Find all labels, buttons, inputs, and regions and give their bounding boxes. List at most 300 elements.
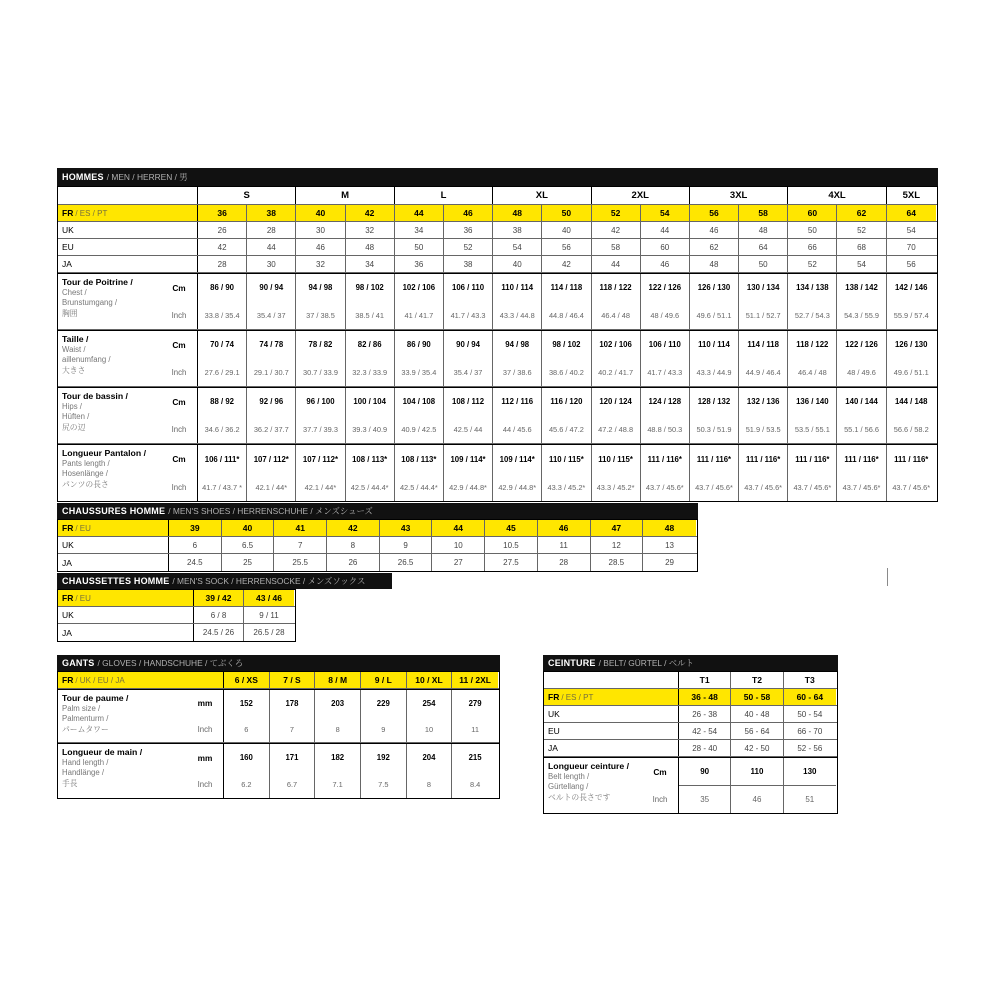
socks-row-JA xyxy=(58,624,295,641)
measure-value-cell xyxy=(641,331,690,386)
measure-value-cell-cm: 106 / 110 xyxy=(648,340,681,350)
glove-value-cell-inch: 8.4 xyxy=(469,780,481,789)
measure-value-cell xyxy=(641,388,690,443)
value-cell: 42 xyxy=(198,239,247,255)
measure-value-cell-cm: 142 / 146 xyxy=(894,283,928,293)
measure-value-cell xyxy=(296,445,345,501)
value-cell: 6 / 8 xyxy=(194,607,244,623)
measure-value-cell-inch: 46.4 / 48 xyxy=(797,367,827,377)
measure-value-cell-inch: 35.4 / 37 xyxy=(256,310,286,320)
measure-value-cell-cm: 108 / 113* xyxy=(401,454,437,464)
measure-value-cell-cm: 130 / 134 xyxy=(746,283,780,293)
value-cell: 46 xyxy=(690,222,739,238)
measure-value-cell-inch: 48.8 / 50.3 xyxy=(647,424,683,434)
belt-value-cell-inch: 51 xyxy=(784,785,836,813)
measure-value-cell-cm: 109 / 114* xyxy=(450,454,486,464)
row-label-UK: UK xyxy=(58,607,194,623)
glove-value-cell-cm: 192 xyxy=(376,753,390,762)
measure-value-cell xyxy=(296,331,345,386)
value-cell: 64 xyxy=(739,239,788,255)
measure-value-cell-inch: 54.3 / 55.9 xyxy=(844,310,879,320)
measure-value-cell-cm: 112 / 116 xyxy=(501,397,534,407)
measure-value-cell-cm: 134 / 138 xyxy=(796,283,829,293)
shoes-table xyxy=(57,503,698,572)
shoes-grid xyxy=(57,519,698,572)
value-cell: 9 / 11 xyxy=(259,610,279,620)
measure-value-cell-cm: 92 / 96 xyxy=(259,397,284,407)
measure-value-cell-inch: 34.6 / 36.2 xyxy=(204,424,240,434)
measure-value-cell-inch: 41.7 / 43.7 * xyxy=(202,482,243,492)
measure-value-cell-cm: 138 / 142 xyxy=(845,283,878,293)
men-fr-row xyxy=(58,205,937,222)
glove-measure-label-1 xyxy=(58,744,187,798)
glove-measure-label-1-sub-1: Handlänge / xyxy=(62,768,105,778)
value-cell: 50 xyxy=(739,256,788,272)
measure-value-cell-inch: 43.7 / 45.6* xyxy=(645,482,684,492)
group-header-spacer xyxy=(58,187,198,204)
value-cell: 30 xyxy=(296,222,345,238)
glove-value-cell xyxy=(361,744,407,798)
glove-value-cell-cm: 254 xyxy=(422,698,436,708)
value-cell: 46 xyxy=(296,239,345,255)
glove-unit-label-0 xyxy=(187,690,224,742)
measure-value-cell xyxy=(296,388,345,443)
glove-measure-label-0-sub-0: Palm size / xyxy=(62,704,101,714)
glove-value-cell xyxy=(361,690,407,742)
measure-value-cell-inch: 37 / 38.6 xyxy=(502,367,532,377)
measure-label-2 xyxy=(58,388,161,443)
glove-unit-label-1-bottom: Inch xyxy=(197,780,213,790)
sock-size-cell: 43 / 46 xyxy=(244,590,294,606)
glove-unit-label-1-top: mm xyxy=(197,752,213,763)
glove-size-cell: 11 / 2XL xyxy=(452,672,498,688)
measure-value-cell-inch: 43.7 / 45.6* xyxy=(892,482,931,492)
glove-value-cell-cm: 279 xyxy=(468,698,482,708)
size-cell-54: 54 xyxy=(641,205,690,221)
measure-value-cell-cm: 88 / 92 xyxy=(210,397,235,407)
measure-value-cell-cm: 124 / 128 xyxy=(648,397,682,407)
value-cell: 12 xyxy=(591,537,644,553)
measure-label-0-sub-1: Brunstumgang / xyxy=(62,298,118,308)
measure-value-cell-inch: 43.3 / 44.9 xyxy=(696,367,732,377)
unit-label-1 xyxy=(161,331,198,386)
row-label-JA: JA xyxy=(58,624,194,641)
measure-value-cell-cm: 100 / 104 xyxy=(353,397,386,407)
measure-value-cell xyxy=(198,445,247,501)
belt-table-title-main: CEINTURE xyxy=(548,658,596,668)
measure-value-cell-inch: 30.7 / 33.9 xyxy=(303,367,338,377)
belt-fr-label-main: FR xyxy=(548,692,560,702)
glove-value-cell xyxy=(315,690,361,742)
value-cell: 48 xyxy=(346,239,395,255)
glove-value-cell-inch: 10 xyxy=(424,724,434,734)
measure-label-1-sub-0: Waist / xyxy=(62,345,86,355)
belt-measure-label xyxy=(544,758,642,813)
measure-value-cell-cm: 94 / 98 xyxy=(308,283,333,293)
value-cell: 38 xyxy=(493,222,542,238)
measure-value-cell-inch: 29.1 / 30.7 xyxy=(253,367,289,377)
measure-value-cell-inch: 43.3 / 45.2* xyxy=(547,482,586,492)
measure-value-cell xyxy=(788,331,837,386)
measure-value-cell xyxy=(739,331,788,386)
value-cell: 34 xyxy=(395,222,444,238)
belt-row-JA xyxy=(544,740,837,757)
measure-value-cell xyxy=(788,388,837,443)
measure-value-cell-cm: 106 / 111* xyxy=(204,454,240,464)
value-cell: 42 xyxy=(542,256,591,272)
belt-measure-label-sub-0: Belt length / xyxy=(548,772,590,782)
measure-value-cell-cm: 110 / 115* xyxy=(549,454,584,464)
measure-value-cell-inch: 42.5 / 44 xyxy=(453,424,483,434)
gloves-measure-row-1 xyxy=(58,743,499,798)
measure-value-cell xyxy=(493,331,542,386)
value-cell: 25 xyxy=(222,554,275,571)
measure-value-cell-cm: 96 / 100 xyxy=(306,397,335,407)
value-cell: 48 xyxy=(739,222,788,238)
size-cell-60: 60 xyxy=(788,205,837,221)
shoes-fr-label xyxy=(58,520,169,536)
value-cell: 34 xyxy=(346,256,395,272)
measure-value-cell xyxy=(542,388,591,443)
measure-value-cell-inch: 43.3 / 45.2* xyxy=(596,482,635,492)
value-cell: 50 xyxy=(395,239,444,255)
gloves-table-title-main: GANTS xyxy=(62,658,95,668)
glove-size-cell: 7 / S xyxy=(270,672,316,688)
measure-value-cell xyxy=(887,331,936,386)
measure-value-cell-cm: 118 / 122 xyxy=(796,340,829,350)
measure-value-cell-inch: 35.4 / 37 xyxy=(453,367,483,377)
row-label-JA: JA xyxy=(544,740,679,756)
measure-value-cell-cm: 102 / 106 xyxy=(599,340,632,350)
measure-value-cell-inch: 41.7 / 43.3 xyxy=(647,367,683,377)
shoes-fr-label-main: FR xyxy=(62,523,74,533)
measure-value-cell xyxy=(592,445,641,501)
measure-value-cell xyxy=(837,445,886,501)
unit-label-3-top: Cm xyxy=(172,454,186,465)
men-fr-label xyxy=(58,205,198,221)
glove-value-cell-inch: 7.5 xyxy=(378,780,389,789)
size-cell-56: 56 xyxy=(690,205,739,221)
shoes-row-JA xyxy=(58,554,697,571)
measure-label-1 xyxy=(58,331,161,386)
belt-value-cell xyxy=(784,758,836,813)
measure-value-cell-cm: 108 / 112 xyxy=(451,397,485,407)
measure-label-2-sub-1: Hüften / xyxy=(62,412,90,422)
measure-value-cell-inch: 47.2 / 48.8 xyxy=(598,424,634,434)
measure-value-cell-cm: 122 / 126 xyxy=(648,283,682,293)
measure-value-cell-inch: 50.3 / 51.9 xyxy=(696,424,732,434)
belt-fr-value: 50 - 58 xyxy=(731,689,783,705)
measure-value-cell-inch: 43.7 / 45.6* xyxy=(744,482,783,492)
measure-value-cell-inch: 56.6 / 58.2 xyxy=(893,424,929,434)
glove-value-cell-cm: 178 xyxy=(285,698,299,708)
glove-measure-label-1-sub-0: Hand length / xyxy=(62,758,109,768)
measure-value-cell xyxy=(444,445,493,501)
belt-t-header-T2: T2 xyxy=(731,672,783,688)
value-cell: 56 xyxy=(906,259,916,269)
measure-value-cell xyxy=(592,274,641,329)
measure-value-cell xyxy=(641,274,690,329)
measure-label-2-title: Tour de bassin / xyxy=(62,391,128,401)
measure-label-3 xyxy=(58,445,161,501)
measure-value-cell-cm: 102 / 106 xyxy=(402,283,436,293)
shoe-size-cell-47: 47 xyxy=(591,520,644,536)
gloves-fr-label-rest: / UK / EU / JA xyxy=(75,675,125,685)
measure-value-cell-inch: 36.2 / 37.7 xyxy=(253,424,289,434)
measure-value-cell-cm: 114 / 118 xyxy=(747,340,779,350)
glove-value-cell-inch: 9 xyxy=(381,724,386,734)
glove-measure-label-0-sub-2: パームタワー xyxy=(62,724,109,734)
men-group-row xyxy=(58,187,937,205)
belt-value-cell-cm: 130 xyxy=(803,767,817,776)
value-cell: 56 xyxy=(542,239,591,255)
measure-value-cell xyxy=(739,388,788,443)
row-label-EU: EU xyxy=(58,239,198,255)
measure-value-cell-cm: 107 / 112* xyxy=(302,454,339,464)
measure-value-cell-inch: 37.7 / 39.3 xyxy=(303,424,338,434)
measure-value-cell-cm: 110 / 114 xyxy=(698,340,730,350)
shoes-row-UK xyxy=(58,537,697,554)
unit-label-3-bottom: Inch xyxy=(171,482,187,492)
socks-table-title-rest: / MEN'S SOCK / HERRENSOCKE / メンズソックス xyxy=(172,576,366,586)
glove-value-cell-cm: 215 xyxy=(468,753,482,762)
row-label-UK: UK xyxy=(58,537,169,553)
measure-value-cell-cm: 111 / 116* xyxy=(894,454,929,464)
socks-table xyxy=(57,573,392,642)
measure-value-cell-cm: 110 / 114 xyxy=(501,283,534,293)
value-cell: 26.5 / 28 xyxy=(253,628,285,637)
row-label-EU: EU xyxy=(544,723,679,739)
unit-label-0-top: Cm xyxy=(172,283,186,293)
value-cell: 32 xyxy=(346,222,395,238)
measure-value-cell xyxy=(346,445,395,501)
men-measure-row-1 xyxy=(58,330,937,387)
measure-value-cell xyxy=(247,331,296,386)
measure-value-cell xyxy=(346,388,395,443)
measure-value-cell-inch: 48 / 49.6 xyxy=(847,367,876,377)
measure-value-cell xyxy=(444,388,493,443)
measure-value-cell-cm: 128 / 132 xyxy=(697,397,731,407)
measure-value-cell-inch: 42.1 / 44* xyxy=(255,482,288,492)
socks-fr-label-main: FR xyxy=(62,593,74,603)
value-cell: 44 xyxy=(641,222,690,238)
value-cell: 52 xyxy=(444,239,493,255)
glove-value-cell xyxy=(270,690,316,742)
glove-value-cell xyxy=(224,744,270,798)
value-cell: 40 xyxy=(493,256,542,272)
measure-value-cell-inch: 45.6 / 47.2 xyxy=(548,424,584,434)
shoe-size-cell-45: 45 xyxy=(485,520,538,536)
measure-value-cell-cm: 90 / 94 xyxy=(456,340,480,350)
socks-grid xyxy=(57,589,296,642)
belt-fr-label xyxy=(544,689,679,705)
measure-value-cell xyxy=(198,331,247,386)
value-cell: 28 xyxy=(538,554,591,571)
measure-value-cell-inch: 42.5 / 44.4* xyxy=(399,482,438,492)
measure-value-cell-inch: 51.9 / 53.5 xyxy=(745,424,781,434)
measure-label-0 xyxy=(58,274,161,329)
measure-value-cell-cm: 110 / 115* xyxy=(598,454,633,464)
value-cell: 58 xyxy=(592,239,641,255)
measure-label-1-sub-2: 大きさ xyxy=(62,365,86,375)
belt-fr-label-rest: / ES / PT xyxy=(561,692,594,702)
belt-fr-row xyxy=(544,689,837,706)
measure-value-cell xyxy=(493,274,542,329)
row-label-UK: UK xyxy=(58,222,198,238)
belt-row-UK xyxy=(544,706,837,723)
measure-value-cell-cm: 82 / 86 xyxy=(357,340,382,350)
value-cell: 54 xyxy=(837,256,886,272)
row-label-UK: UK xyxy=(544,706,679,722)
men-row-UK xyxy=(58,222,937,239)
value-cell: 42 - 50 xyxy=(731,740,783,756)
measure-value-cell xyxy=(346,331,395,386)
glove-value-cell-inch: 6.7 xyxy=(286,780,298,789)
men-measure-row-0 xyxy=(58,273,937,330)
measure-value-cell-inch: 33.9 / 35.4 xyxy=(401,367,437,377)
value-cell: 26 xyxy=(327,554,380,571)
unit-label-0 xyxy=(161,274,198,329)
measure-label-3-sub-0: Pants length / xyxy=(62,459,110,469)
group-header-5XL: 5XL xyxy=(902,190,921,201)
value-cell: 24.5 xyxy=(169,554,222,571)
measure-value-cell xyxy=(395,388,444,443)
measure-value-cell xyxy=(739,274,788,329)
glove-value-cell xyxy=(270,744,316,798)
measure-value-cell-cm: 126 / 130 xyxy=(894,340,928,350)
value-cell: 66 - 70 xyxy=(797,726,823,736)
measure-value-cell xyxy=(395,331,444,386)
measure-value-cell-cm: 74 / 78 xyxy=(259,340,284,350)
measure-value-cell-cm: 106 / 110 xyxy=(451,283,485,293)
glove-measure-label-0-sub-1: Palmenturm / xyxy=(62,714,109,724)
stray-mark xyxy=(887,568,888,586)
measure-value-cell-cm: 78 / 82 xyxy=(308,340,333,350)
glove-value-cell-inch: 6 xyxy=(244,724,249,734)
measure-value-cell xyxy=(788,274,837,329)
measure-value-cell-inch: 52.7 / 54.3 xyxy=(794,310,830,320)
men-grid xyxy=(57,186,938,502)
measure-label-3-sub-2: パンツの長さ xyxy=(62,479,109,489)
measure-value-cell-cm: 118 / 122 xyxy=(599,283,632,293)
socks-fr-label xyxy=(58,590,194,606)
glove-value-cell-inch: 7 xyxy=(289,724,295,734)
value-cell: 28 xyxy=(247,222,296,238)
measure-value-cell-cm: 109 / 114* xyxy=(499,454,535,464)
value-cell: 10.5 xyxy=(485,537,538,553)
measure-value-cell-inch: 33.8 / 35.4 xyxy=(204,310,240,320)
belt-t-header-T3: T3 xyxy=(804,675,815,685)
belt-measure-label-sub-2: ベルトの長さです xyxy=(548,792,611,802)
measure-label-0-sub-2: 胸囲 xyxy=(62,308,78,318)
value-cell: 44 xyxy=(592,256,641,272)
measure-value-cell xyxy=(247,445,296,501)
glove-value-cell-cm: 203 xyxy=(331,698,345,708)
glove-value-cell-cm: 152 xyxy=(239,698,253,708)
men-table-title-main: HOMMES xyxy=(62,172,104,182)
glove-value-cell xyxy=(315,744,361,798)
value-cell: 6.5 xyxy=(222,537,275,553)
belt-table-title-rest: / BELT/ GÜRTEL / ベルト xyxy=(598,658,694,668)
measure-value-cell xyxy=(887,445,936,501)
measure-value-cell-inch: 37 / 38.5 xyxy=(306,310,335,320)
measure-label-3-sub-1: Hosenlänge / xyxy=(62,469,108,479)
measure-value-cell-inch: 27.6 / 29.1 xyxy=(204,367,240,377)
value-cell: 66 xyxy=(788,239,837,255)
measure-value-cell-cm: 70 / 74 xyxy=(210,340,235,350)
value-cell: 56 - 64 xyxy=(731,723,783,739)
shoes-table-title xyxy=(57,503,698,519)
value-cell: 9 xyxy=(380,537,433,553)
gloves-table-title xyxy=(57,655,500,671)
measure-value-cell-inch: 51.1 / 52.7 xyxy=(745,310,781,320)
measure-value-cell xyxy=(198,388,247,443)
socks-fr-label-rest: / EU xyxy=(75,593,91,603)
measure-value-cell xyxy=(592,331,641,386)
measure-value-cell-inch: 42.5 / 44.4* xyxy=(350,482,389,492)
measure-value-cell xyxy=(837,331,886,386)
value-cell: 32 xyxy=(296,256,345,272)
belt-value-cell-cm: 110 xyxy=(750,767,764,776)
measure-value-cell-inch: 41.7 / 43.3 xyxy=(450,310,486,320)
measure-value-cell-inch: 39.3 / 40.9 xyxy=(352,424,388,434)
measure-value-cell-inch: 43.3 / 44.8 xyxy=(499,310,535,320)
men-row-JA xyxy=(58,256,937,273)
size-cell-40: 40 xyxy=(296,205,345,221)
measure-value-cell-cm: 111 / 116* xyxy=(746,454,781,464)
value-cell: 11 xyxy=(538,537,591,553)
socks-table-title xyxy=(57,573,392,589)
socks-table-title-main: CHAUSSETTES HOMME xyxy=(62,576,170,586)
measure-value-cell xyxy=(542,274,591,329)
group-header-XL: XL xyxy=(493,187,591,204)
measure-value-cell-cm: 140 / 144 xyxy=(845,397,878,407)
measure-value-cell-cm: 111 / 116* xyxy=(795,454,830,464)
value-cell: 50 - 54 xyxy=(797,709,823,719)
unit-label-0-bottom: Inch xyxy=(171,311,187,320)
belt-measure-row xyxy=(544,757,837,813)
glove-value-cell-inch: 6.2 xyxy=(241,780,252,789)
belt-value-cell xyxy=(679,758,731,813)
belt-fr-value: 36 - 48 xyxy=(679,689,731,705)
value-cell: 26.5 xyxy=(380,554,433,571)
value-cell: 38 xyxy=(444,256,493,272)
value-cell: 27 xyxy=(432,554,485,571)
gloves-fr-label-main: FR xyxy=(62,675,74,685)
measure-value-cell-inch: 49.6 / 51.1 xyxy=(893,367,929,377)
value-cell: 70 xyxy=(906,242,916,252)
measure-value-cell-cm: 116 / 120 xyxy=(550,397,583,407)
glove-measure-label-1-title: Longueur de main / xyxy=(62,747,143,757)
glove-value-cell xyxy=(452,690,498,742)
value-cell: 52 - 56 xyxy=(797,743,823,753)
shoe-size-cell-40: 40 xyxy=(222,520,275,536)
glove-value-cell-cm: 229 xyxy=(376,698,390,708)
group-header-L: L xyxy=(395,187,493,204)
belt-unit-label-top: Cm xyxy=(653,767,667,777)
glove-value-cell-inch: 7.1 xyxy=(332,780,343,789)
shoes-fr-label-rest: / EU xyxy=(75,523,91,533)
value-cell: 28.5 xyxy=(591,554,644,571)
measure-value-cell-cm: 94 / 98 xyxy=(505,340,530,350)
measure-label-2-sub-2: 尻の辺 xyxy=(62,422,86,432)
size-cell-58: 58 xyxy=(739,205,788,221)
belt-table-title xyxy=(543,655,838,671)
measure-value-cell xyxy=(346,274,395,329)
value-cell: 40 - 48 xyxy=(731,706,783,722)
value-cell: 52 xyxy=(788,256,837,272)
measure-value-cell-inch: 44 / 45.6 xyxy=(502,424,532,434)
